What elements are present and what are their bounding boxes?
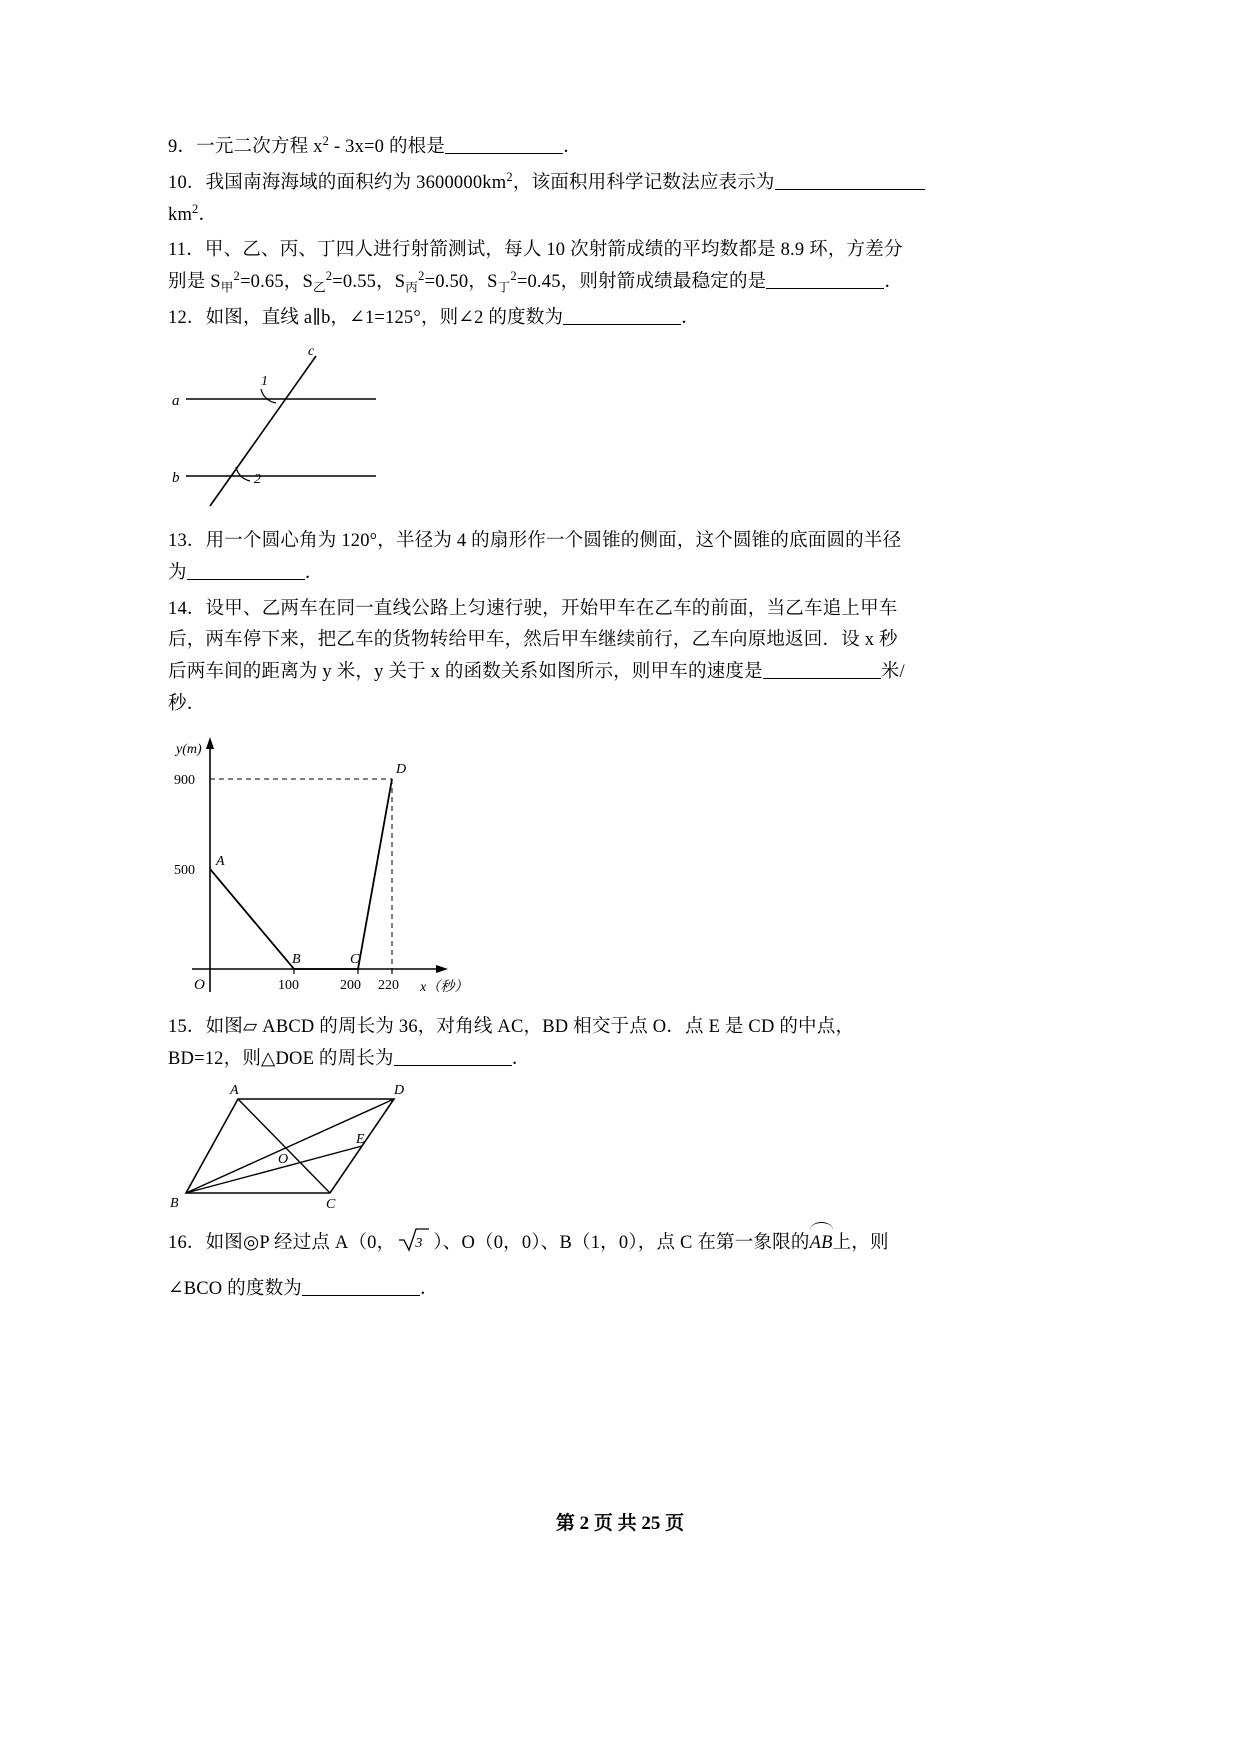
q13-number: 13 xyxy=(168,530,187,551)
arc-AB-text: AB xyxy=(809,1233,833,1254)
graph-x-tick-100: 100 xyxy=(278,977,299,993)
graph-x-tick-200: 200 xyxy=(340,977,361,993)
question-16 xyxy=(168,1226,1073,1260)
question-13 xyxy=(168,526,1073,558)
q15-text-a: ．如图▱ ABCD 的周长为 36，对角线 AC，BD 相交于点 O．点 E 是 CD 的中点， xyxy=(186,1016,855,1037)
graph-y-tick-500: 500 xyxy=(174,862,195,878)
label-line-b: b xyxy=(172,469,180,486)
q9-exponent: 2 xyxy=(322,133,330,148)
q13-text-b: 为 xyxy=(168,562,187,583)
q13-text-a: ．用一个圆心角为 120°，半径为 4 的扇形作一个圆锥的侧面，这个圆锥的底面圆的半径 xyxy=(186,530,902,551)
graph-svg xyxy=(168,727,498,1002)
q11-sub-yi: 乙 xyxy=(313,280,326,295)
q11-text-c: =0.65，S xyxy=(240,272,313,293)
q11-sub-ding: 丁 xyxy=(497,280,511,295)
parallelogram-label-E: E xyxy=(356,1132,365,1148)
label-angle-2: 2 xyxy=(254,471,261,487)
figure-parallelogram xyxy=(168,1081,1073,1216)
graph-y-axis-label: y(m) xyxy=(176,741,202,757)
parallelogram-label-A: A xyxy=(230,1083,239,1099)
question-15 xyxy=(168,1012,1073,1044)
q12-answer-blank[interactable] xyxy=(563,306,681,326)
q10-answer-blank[interactable] xyxy=(775,170,925,190)
graph-x-tick-220: 220 xyxy=(378,977,399,993)
q9-text-before: ．一元二次方程 x xyxy=(177,137,323,157)
question-10 xyxy=(168,168,1073,200)
page-content xyxy=(168,132,1073,1310)
q10-text-b: ，该面积用科学记数法应表示为 xyxy=(512,172,775,193)
question-10-cont xyxy=(168,200,1073,232)
q11-text-g: ． xyxy=(884,272,904,293)
sqrt-radicand: 3 xyxy=(415,1236,423,1252)
figure-distance-time-graph xyxy=(168,727,1073,1002)
parallelogram-label-B: B xyxy=(170,1196,179,1212)
question-16-cont xyxy=(168,1274,1073,1306)
q10-sup-2: 2 xyxy=(192,201,199,216)
figure-parallel-lines xyxy=(168,341,1073,516)
q16-answer-blank[interactable] xyxy=(302,1277,420,1297)
q16-text-c: 上，则 xyxy=(832,1233,889,1254)
label-line-c: c xyxy=(308,343,315,359)
parallelogram-label-C: C xyxy=(326,1197,336,1213)
q11-sup-2: 2 xyxy=(325,269,333,284)
q10-text-a: ．我国南海海域的面积约为 3600000km xyxy=(186,172,507,193)
parallelogram-label-D: D xyxy=(394,1083,405,1099)
question-15-cont xyxy=(168,1044,1073,1076)
q16-text-b: ）、O（0，0）、B（1，0），点 C 在第一象限的 xyxy=(433,1233,810,1254)
q12-text-b: ． xyxy=(681,308,700,329)
q16-text-d: ∠BCO 的度数为 xyxy=(168,1279,302,1300)
q16-number: 16 xyxy=(168,1233,187,1254)
q11-text-d: =0.55，S xyxy=(332,272,406,293)
q11-sup-3: 2 xyxy=(418,269,425,284)
q11-text-b: 别是 S xyxy=(168,272,221,293)
q9-text-mid: - 3x=0 的根是 xyxy=(329,137,446,157)
q11-sup-1: 2 xyxy=(233,269,240,284)
question-14 xyxy=(168,594,1073,626)
q13-text-c: ． xyxy=(304,562,324,583)
q11-text-e: =0.50，S xyxy=(424,272,498,293)
q13-answer-blank[interactable] xyxy=(187,560,305,580)
q14-text-e: 秒． xyxy=(168,693,206,714)
q16-text-e: ． xyxy=(419,1279,439,1300)
q11-text-a: ．甲、乙、丙、丁四人进行射箭测试，每人 10 次射箭成绩的平均数都是 8.9 环，方差分 xyxy=(186,240,903,261)
graph-point-B: B xyxy=(292,951,301,967)
graph-point-D: D xyxy=(396,761,407,777)
parallelogram-label-O: O xyxy=(278,1152,289,1168)
q11-answer-blank[interactable] xyxy=(766,270,884,290)
q15-text-b: BD=12，则△DOE 的周长为 xyxy=(168,1048,394,1069)
graph-point-A: A xyxy=(216,853,225,869)
question-14-cont-2 xyxy=(168,657,1073,689)
question-12 xyxy=(168,303,1073,335)
question-9 xyxy=(168,132,1073,164)
q15-text-c: ． xyxy=(511,1048,531,1069)
sqrt-symbol xyxy=(397,1226,431,1252)
q16-text-a: ．如图◎P 经过点 A（0， xyxy=(186,1233,396,1254)
question-11-cont xyxy=(168,267,1073,299)
q10-number: 10 xyxy=(168,172,187,193)
graph-point-C: C xyxy=(350,951,360,967)
question-14-cont-3 xyxy=(168,689,1073,721)
q14-number: 14 xyxy=(168,598,187,619)
q15-number: 15 xyxy=(168,1016,187,1037)
q14-text-b: 后，两车停下来，把乙车的货物转给甲车，然后甲车继续前行，乙车向原地返回．设 x 秒 xyxy=(168,630,898,651)
q15-answer-blank[interactable] xyxy=(394,1046,512,1066)
q10-text-c: km xyxy=(168,204,193,225)
q9-number: 9 xyxy=(168,137,178,157)
q14-answer-blank[interactable] xyxy=(763,660,881,680)
q11-sub-jia: 甲 xyxy=(220,280,234,295)
q12-number: 12 xyxy=(168,308,187,329)
q12-text-a: ．如图，直线 a∥b，∠1=125°，则∠2 的度数为 xyxy=(186,308,564,329)
q14-text-c: 后两车间的距离为 y 米，y 关于 x 的函数关系如图所示，则甲车的速度是 xyxy=(168,662,763,683)
parallelogram-svg xyxy=(168,1081,448,1216)
parallel-lines-svg xyxy=(168,341,428,516)
page-footer: 第 2 页 共 25 页 xyxy=(555,1513,685,1534)
q9-text-after: ． xyxy=(563,137,582,157)
q14-text-a: ．设甲、乙两车在同一直线公路上匀速行驶，开始甲车在乙车的前面，当乙车追上甲车 xyxy=(186,598,898,619)
q10-sup-1: 2 xyxy=(506,169,513,184)
q10-text-d: ． xyxy=(198,204,218,225)
q11-sub-bing: 丙 xyxy=(405,280,419,295)
q9-answer-blank[interactable] xyxy=(445,135,563,155)
q11-sup-4: 2 xyxy=(510,269,517,284)
graph-origin-label: O xyxy=(194,976,205,993)
arc-AB-label xyxy=(810,1226,833,1260)
graph-y-tick-900: 900 xyxy=(174,772,195,788)
q11-number: 11 xyxy=(168,240,187,261)
arc-bar-icon xyxy=(810,1222,833,1230)
graph-x-axis-label: x（秒） xyxy=(420,979,469,995)
q11-text-f: =0.45，则射箭成绩最稳定的是 xyxy=(516,272,767,293)
label-angle-1: 1 xyxy=(261,373,268,389)
q14-text-d: 米/ xyxy=(880,662,905,683)
label-line-a: a xyxy=(172,392,180,409)
question-13-cont xyxy=(168,558,1073,590)
question-14-cont-1 xyxy=(168,625,1073,657)
question-11 xyxy=(168,235,1073,267)
